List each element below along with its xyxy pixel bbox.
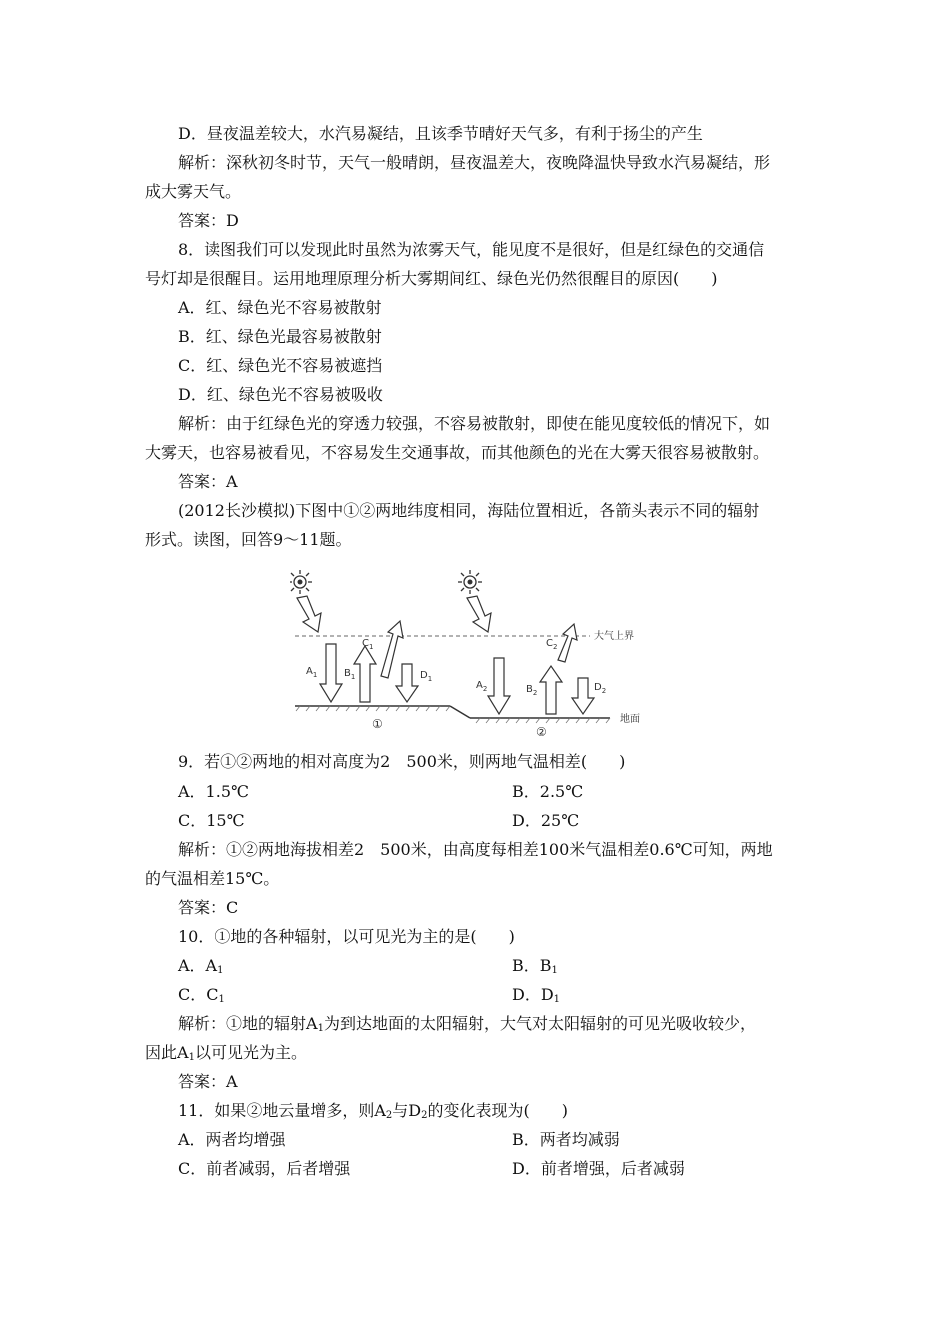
arrow-a2-label: $A_2$ [476,680,488,693]
arrow-b2 [540,666,562,714]
q9-option-b: B．2.5℃ [512,782,584,801]
sun-icon [290,570,312,594]
q7-option-d: D．昼夜温差较大，水汽易凝结，且该季节晴好天气多，有利于扬尘的产生 [178,124,703,143]
q9-answer: 答案：C [178,898,239,917]
q11-option-b: B．两者均减弱 [512,1130,620,1149]
q10-option-d: D．$D_1$ [512,985,561,1005]
arrow-a1 [320,644,342,702]
q10-stem: 10．①地的各种辐射，以可见光为主的是( ) [178,927,515,946]
q10-answer: 答案：A [178,1072,238,1091]
intro-line1: (2012长沙模拟)下图中①②两地纬度相同，海陆位置相近，各箭头表示不同的辐射 [178,501,760,520]
arrow-c1-label: $C_1$ [362,638,374,651]
q8-option-a: A．红、绿色光不容易被散射 [178,298,382,317]
q10-option-a: A．$A_1$ [178,956,224,976]
ground-label: 地面 [620,714,640,725]
q8-stem-line2: 号灯却是很醒目。运用地理原理分析大雾期间红、绿色光仍然很醒目的原因( ) [145,269,718,288]
q7-explanation-line2: 成大雾天气。 [145,182,242,201]
arrow-c2-label: $C_2$ [546,638,558,651]
q10-option-b: B．$B_1$ [512,956,558,976]
q9-stem: 9．若①②两地的相对高度为2 500米，则两地气温相差( ) [178,752,626,771]
q8-explanation-line2: 大雾天，也容易被看见，不容易发生交通事故，而其他颜色的光在大雾天很容易被散射。 [145,443,770,462]
arrow-c2 [558,624,577,662]
ground-slope [450,706,470,718]
radiation-diagram [290,566,650,736]
arrow-d2 [572,678,594,714]
incoming-solar-arrow [297,596,321,632]
q8-option-d: D．红、绿色光不容易被吸收 [178,385,383,404]
q11-option-d: D．前者增强，后者减弱 [512,1159,685,1178]
q9-option-a: A．1.5℃ [178,782,249,801]
arrow-b1-label: $B_1$ [344,668,356,681]
intro-line2: 形式。读图，回答9～11题。 [145,530,352,549]
arrow-d1 [396,664,418,702]
incoming-solar-arrow [467,596,491,632]
q11-option-c: C．前者减弱，后者增强 [178,1159,351,1178]
q9-explanation-line1: 解析：①②两地海拔相差2 500米，由高度每相差100米气温相差0.6℃可知，两地 [178,840,773,859]
arrow-b2-label: $B_2$ [526,684,538,697]
arrow-d2-label: $D_2$ [594,682,607,695]
site-1-marker: ① [372,717,383,731]
q8-explanation-line1: 解析：由于红绿色光的穿透力较强，不容易被散射，即使在能见度较低的情况下，如 [178,414,771,433]
q8-option-b: B．红、绿色光最容易被散射 [178,327,382,346]
q10-explanation-line1: 解析：①地的辐射$A_1$为到达地面的太阳辐射，大气对太阳辐射的可见光吸收较少， [178,1014,756,1034]
site-2-marker: ② [536,725,547,736]
q11-stem: 11．如果②地云量增多，则$A_2$与$D_2$的变化表现为( ) [178,1101,569,1121]
q9-option-d: D．25℃ [512,811,580,830]
q8-option-c: C．红、绿色光不容易被遮挡 [178,356,383,375]
q7-explanation-line1: 解析：深秋初冬时节，天气一般晴朗，昼夜温差大，夜晚降温快导致水汽易凝结，形 [178,153,771,172]
q9-explanation-line2: 的气温相差15℃。 [145,869,280,888]
q8-answer: 答案：A [178,472,238,491]
q9-option-c: C．15℃ [178,811,245,830]
q7-answer: 答案：D [178,211,239,230]
q10-explanation-line2: 因此$A_1$以可见光为主。 [145,1043,307,1063]
arrow-b1 [354,646,376,702]
q11-option-a: A．两者均增强 [178,1130,286,1149]
arrow-a1-label: $A_1$ [306,666,318,679]
arrow-c1 [381,621,403,678]
q10-option-c: C．$C_1$ [178,985,225,1005]
atmosphere-top-label: 大气上界 [594,631,634,642]
q8-stem-line1: 8．读图我们可以发现此时虽然为浓雾天气，能见度不是很好，但是红绿色的交通信 [178,240,765,259]
arrow-a2 [488,658,510,714]
radiation-diagram-svg [290,566,650,736]
arrow-d1-label: $D_1$ [420,670,433,683]
sun-icon [458,570,482,594]
